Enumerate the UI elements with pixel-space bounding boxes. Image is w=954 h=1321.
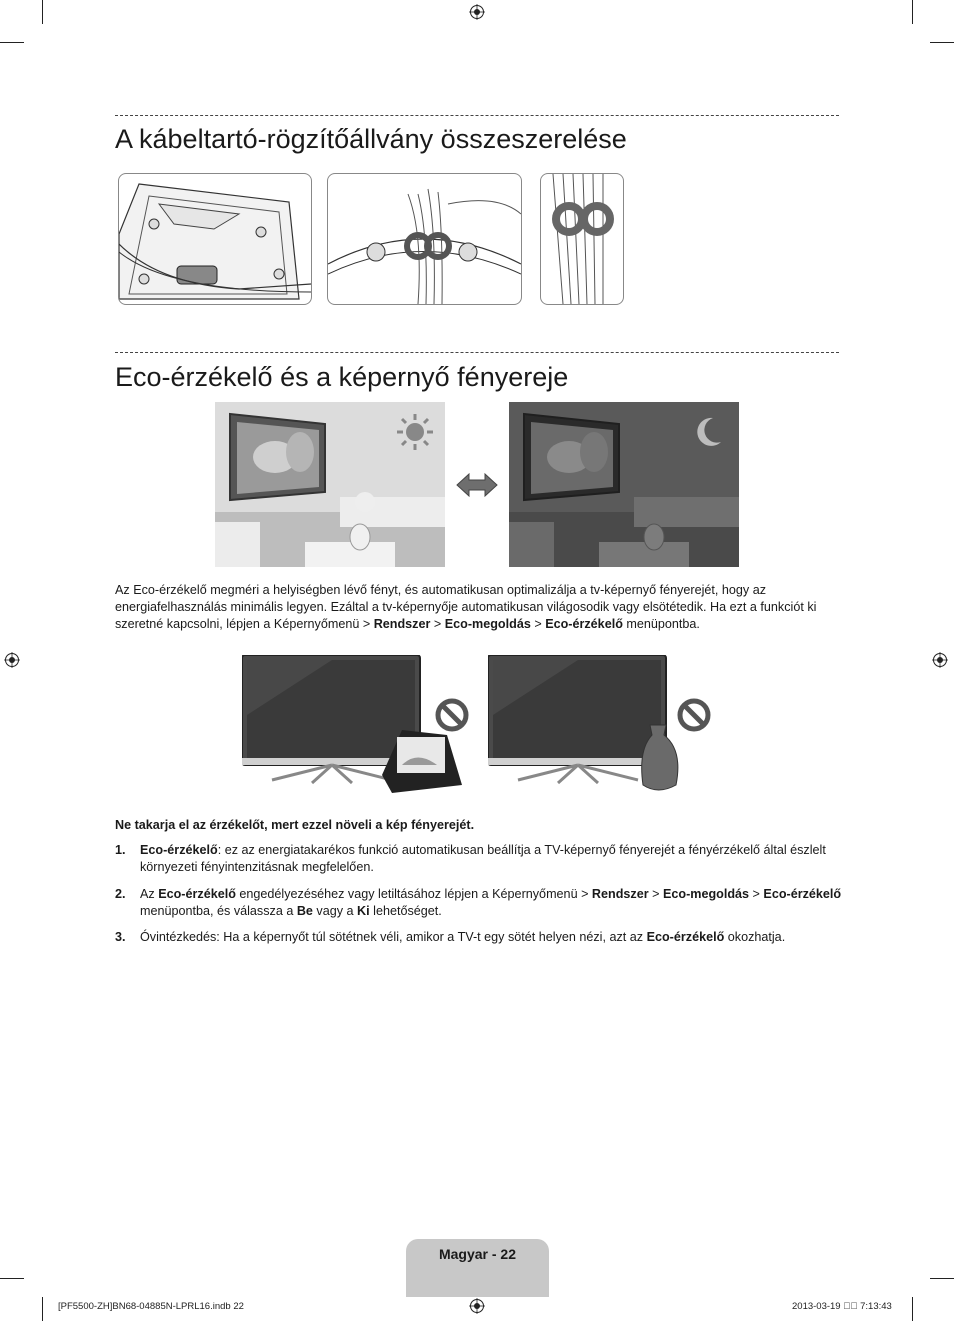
crop-mark (42, 0, 43, 24)
list-number: 3. (115, 930, 126, 944)
page-number-label: Magyar - 22 (438, 1246, 517, 1262)
menu-path-eco-sensor: Eco-érzékelő (763, 887, 842, 901)
bright-room-image (215, 402, 445, 567)
option-on: Be (296, 904, 313, 918)
term-eco-sensor: Eco-érzékelő (140, 843, 218, 857)
list-text-part: : ez az energiatakarékos funkció automatikusan beállítja a TV-képernyő fényerejét a fényérzékelő által észlelt környezeti fényintenzitásnak megfelelően. (140, 843, 826, 874)
registration-mark-icon (932, 652, 948, 668)
menu-path-eco-solution: Eco-megoldás (444, 617, 531, 631)
section-divider (115, 352, 839, 353)
separator: > (648, 887, 663, 901)
menu-path-eco-solution: Eco-megoldás (662, 887, 750, 901)
option-off: Ki (357, 904, 370, 918)
list-text-part: okozhatja. (724, 930, 786, 944)
crop-mark (930, 1278, 954, 1279)
moon-icon (689, 414, 725, 450)
list-text (140, 929, 845, 946)
list-text-part: menüpontba, és válassza a (140, 904, 297, 918)
list-text-part: engedélyezéséhez vagy letiltásához lépjen a Képernyőmenü > (235, 887, 592, 901)
separator: > (530, 617, 546, 631)
prohibited-icon (434, 697, 470, 733)
warning-note: Ne takarja el az érzékelőt, mert ezzel növeli a kép fényerejét. (115, 818, 475, 832)
section-title-eco-sensor: Eco-érzékelő és a képernyő fényereje (115, 362, 569, 392)
menu-path-system: Rendszer (591, 887, 649, 901)
list-text-part: vagy a (312, 904, 358, 918)
cable-holder-illustration-1 (118, 173, 312, 305)
dark-room-image (509, 402, 739, 567)
list-text (140, 842, 845, 876)
crop-mark (912, 1297, 913, 1321)
separator: > (430, 617, 445, 631)
cable-holder-illustration-3 (540, 173, 624, 305)
list-text-part: Az (140, 887, 159, 901)
list-text (140, 886, 845, 920)
crop-mark (0, 1278, 24, 1279)
menu-path-system: Rendszer (373, 617, 431, 631)
list-number: 2. (115, 887, 126, 901)
crop-mark (42, 1297, 43, 1321)
menu-path-eco-sensor: Eco-érzékelő (545, 617, 623, 631)
crop-mark (930, 42, 954, 43)
separator: > (749, 887, 764, 901)
double-arrow-icon (455, 471, 499, 499)
print-timestamp: 2013-03-19 ￿￿ 7:13:43 (792, 1301, 892, 1312)
sun-icon (395, 412, 435, 452)
crop-mark (0, 42, 24, 43)
tv-with-vase-illustration (488, 655, 718, 800)
eco-sensor-description (115, 582, 845, 633)
term-eco-sensor: Eco-érzékelő (158, 887, 236, 901)
list-number: 1. (115, 843, 126, 857)
section-title-cable-holder: A kábeltartó-rögzítőállvány összeszerelése (115, 124, 627, 154)
description-text: Az Eco-érzékelő megméri a helyiségben lévő fényt, és automatikusan optimalizálja a tv-képernyő fényerejét, hogy az energiafelhasználás minimális legyen. Ezáltal a tv-képernyője automatikusan világosodik vagy elsötétedik. Ha ezt a funkciót ki szeretné kapcsolni, lépjen a Képernyőmenü > (115, 583, 817, 631)
list-text-part: Óvintézkedés: Ha a képernyőt túl sötétnek véli, amikor a TV-t egy sötét helyen nézi, azt az (140, 930, 647, 944)
registration-mark-icon (4, 652, 20, 668)
prohibited-icon (676, 697, 712, 733)
term-eco-sensor: Eco-érzékelő (646, 930, 725, 944)
tv-with-frame-illustration (242, 655, 472, 800)
section-divider (115, 115, 839, 116)
cable-holder-illustration-2 (327, 173, 522, 305)
registration-mark-icon (469, 4, 485, 20)
file-name: [PF5500-ZH]BN68-04885N-LPRL16.indb 22 (58, 1301, 244, 1312)
description-end: menüpontba. (622, 617, 700, 631)
list-text-part: lehetőséget. (369, 904, 442, 918)
crop-mark (912, 0, 913, 24)
registration-mark-icon (469, 1298, 485, 1314)
